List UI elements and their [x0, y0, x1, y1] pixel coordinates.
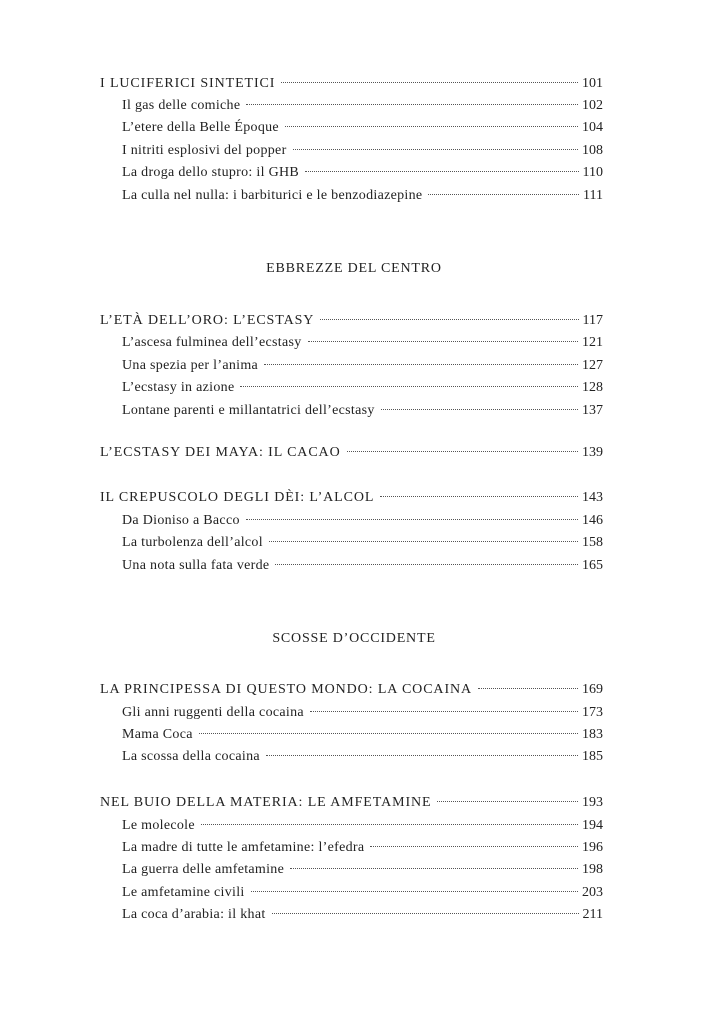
page-number: 185 — [582, 749, 603, 764]
dot-leader — [275, 564, 578, 565]
entry-title: Una nota sulla fata verde — [122, 558, 270, 573]
dot-leader — [370, 846, 578, 847]
entry-title: Le amfetamine civili — [122, 885, 245, 900]
entry-title: La coca d’arabia: il khat — [122, 907, 266, 922]
entry-title: Il gas delle comiche — [122, 98, 241, 113]
toc-entry — [122, 746, 603, 768]
page-number: 121 — [582, 335, 603, 350]
toc-chapter-entry — [100, 310, 603, 332]
toc-entry — [122, 702, 603, 724]
dot-leader — [285, 126, 578, 127]
entry-title: Mama Coca — [122, 727, 193, 742]
dot-leader — [246, 519, 578, 520]
toc-entry — [122, 140, 603, 162]
dot-leader — [310, 711, 578, 712]
entry-title: La guerra delle amfetamine — [122, 862, 285, 877]
toc-entry — [122, 162, 603, 184]
page-number: 143 — [582, 490, 603, 505]
page-number: 173 — [582, 705, 603, 720]
dot-leader — [201, 824, 578, 825]
page-number: 165 — [582, 558, 603, 573]
toc-chapter-entry — [100, 487, 603, 509]
entry-title: L’ECSTASY DEI MAYA: IL CACAO — [100, 445, 341, 460]
dot-leader — [308, 341, 578, 342]
dot-leader — [281, 82, 578, 83]
toc-entry — [122, 532, 603, 554]
page-number: 128 — [582, 380, 603, 395]
dot-leader — [246, 104, 578, 105]
page-number: 117 — [582, 313, 603, 328]
page-number: 183 — [582, 727, 603, 742]
toc-entry — [122, 859, 603, 881]
page-number: 158 — [582, 535, 603, 550]
page-number: 108 — [582, 143, 603, 158]
toc-entry — [122, 510, 603, 532]
section-heading: SCOSSE D’OCCIDENTE — [272, 631, 436, 646]
toc-entry — [122, 95, 603, 117]
page-number: 111 — [583, 188, 603, 203]
page-number: 146 — [582, 513, 603, 528]
page-number: 139 — [582, 445, 603, 460]
toc-entry — [122, 882, 603, 904]
dot-leader — [199, 733, 578, 734]
page-number: 211 — [582, 907, 603, 922]
entry-title: Da Dioniso a Bacco — [122, 513, 240, 528]
toc-entry — [122, 400, 603, 422]
page-number: 102 — [582, 98, 603, 113]
dot-leader — [428, 194, 579, 195]
page-number: 203 — [582, 885, 603, 900]
dot-leader — [251, 891, 578, 892]
page-number: 196 — [582, 840, 603, 855]
entry-title: L’etere della Belle Époque — [122, 120, 279, 135]
entry-title: La scossa della cocaina — [122, 749, 260, 764]
section-heading: EBBREZZE DEL CENTRO — [266, 261, 442, 276]
toc-chapter-entry — [100, 792, 603, 814]
page-number: 198 — [582, 862, 603, 877]
entry-title: Le molecole — [122, 818, 195, 833]
toc-entry — [122, 355, 603, 377]
entry-title: IL CREPUSCOLO DEGLI DÈI: L’ALCOL — [100, 490, 375, 505]
page-number: 127 — [582, 358, 603, 373]
entry-title: L’ascesa fulminea dell’ecstasy — [122, 335, 302, 350]
page-number: 137 — [582, 403, 603, 418]
entry-title: I nitriti esplosivi del popper — [122, 143, 287, 158]
dot-leader — [381, 409, 578, 410]
dot-leader — [347, 451, 578, 452]
toc-entry — [122, 185, 603, 207]
entry-title: La madre di tutte le amfetamine: l’efedra — [122, 840, 365, 855]
entry-title: La turbolenza dell’alcol — [122, 535, 263, 550]
dot-leader — [272, 913, 579, 914]
entry-title: La culla nel nulla: i barbiturici e le benzodiazepine — [122, 188, 423, 203]
entry-title: I LUCIFERICI SINTETICI — [100, 76, 276, 91]
toc-entry — [122, 377, 603, 399]
entry-title: L’ETÀ DELL’ORO: L’ECSTASY — [100, 313, 315, 328]
toc-entry — [122, 724, 603, 746]
toc-chapter-entry — [100, 73, 603, 95]
page-number: 193 — [582, 795, 603, 810]
dot-leader — [290, 868, 578, 869]
dot-leader — [240, 386, 578, 387]
page-number: 110 — [582, 165, 603, 180]
entry-title: Gli anni ruggenti della cocaina — [122, 705, 304, 720]
entry-title: NEL BUIO DELLA MATERIA: LE AMFETAMINE — [100, 795, 432, 810]
dot-leader — [320, 319, 578, 320]
toc-entry — [122, 837, 603, 859]
entry-title: Lontane parenti e millantatrici dell’ecstasy — [122, 403, 375, 418]
dot-leader — [293, 149, 578, 150]
dot-leader — [266, 755, 578, 756]
page-number: 169 — [582, 682, 603, 697]
toc-entry — [122, 555, 603, 577]
toc-entry — [122, 332, 603, 354]
toc-entry — [122, 117, 603, 139]
dot-leader — [380, 496, 578, 497]
toc-chapter-entry — [100, 442, 603, 464]
dot-leader — [478, 688, 578, 689]
entry-title: Una spezia per l’anima — [122, 358, 259, 373]
entry-title: L’ecstasy in azione — [122, 380, 235, 395]
toc-entry — [122, 904, 603, 926]
dot-leader — [264, 364, 578, 365]
page-number: 104 — [582, 120, 603, 135]
entry-title: LA PRINCIPESSA DI QUESTO MONDO: LA COCAINA — [100, 682, 473, 697]
entry-title: La droga dello stupro: il GHB — [122, 165, 300, 180]
page-number: 101 — [582, 76, 603, 91]
toc-entry — [122, 815, 603, 837]
dot-leader — [437, 801, 578, 802]
page-number: 194 — [582, 818, 603, 833]
dot-leader — [269, 541, 578, 542]
toc-chapter-entry — [100, 679, 603, 701]
dot-leader — [305, 171, 578, 172]
